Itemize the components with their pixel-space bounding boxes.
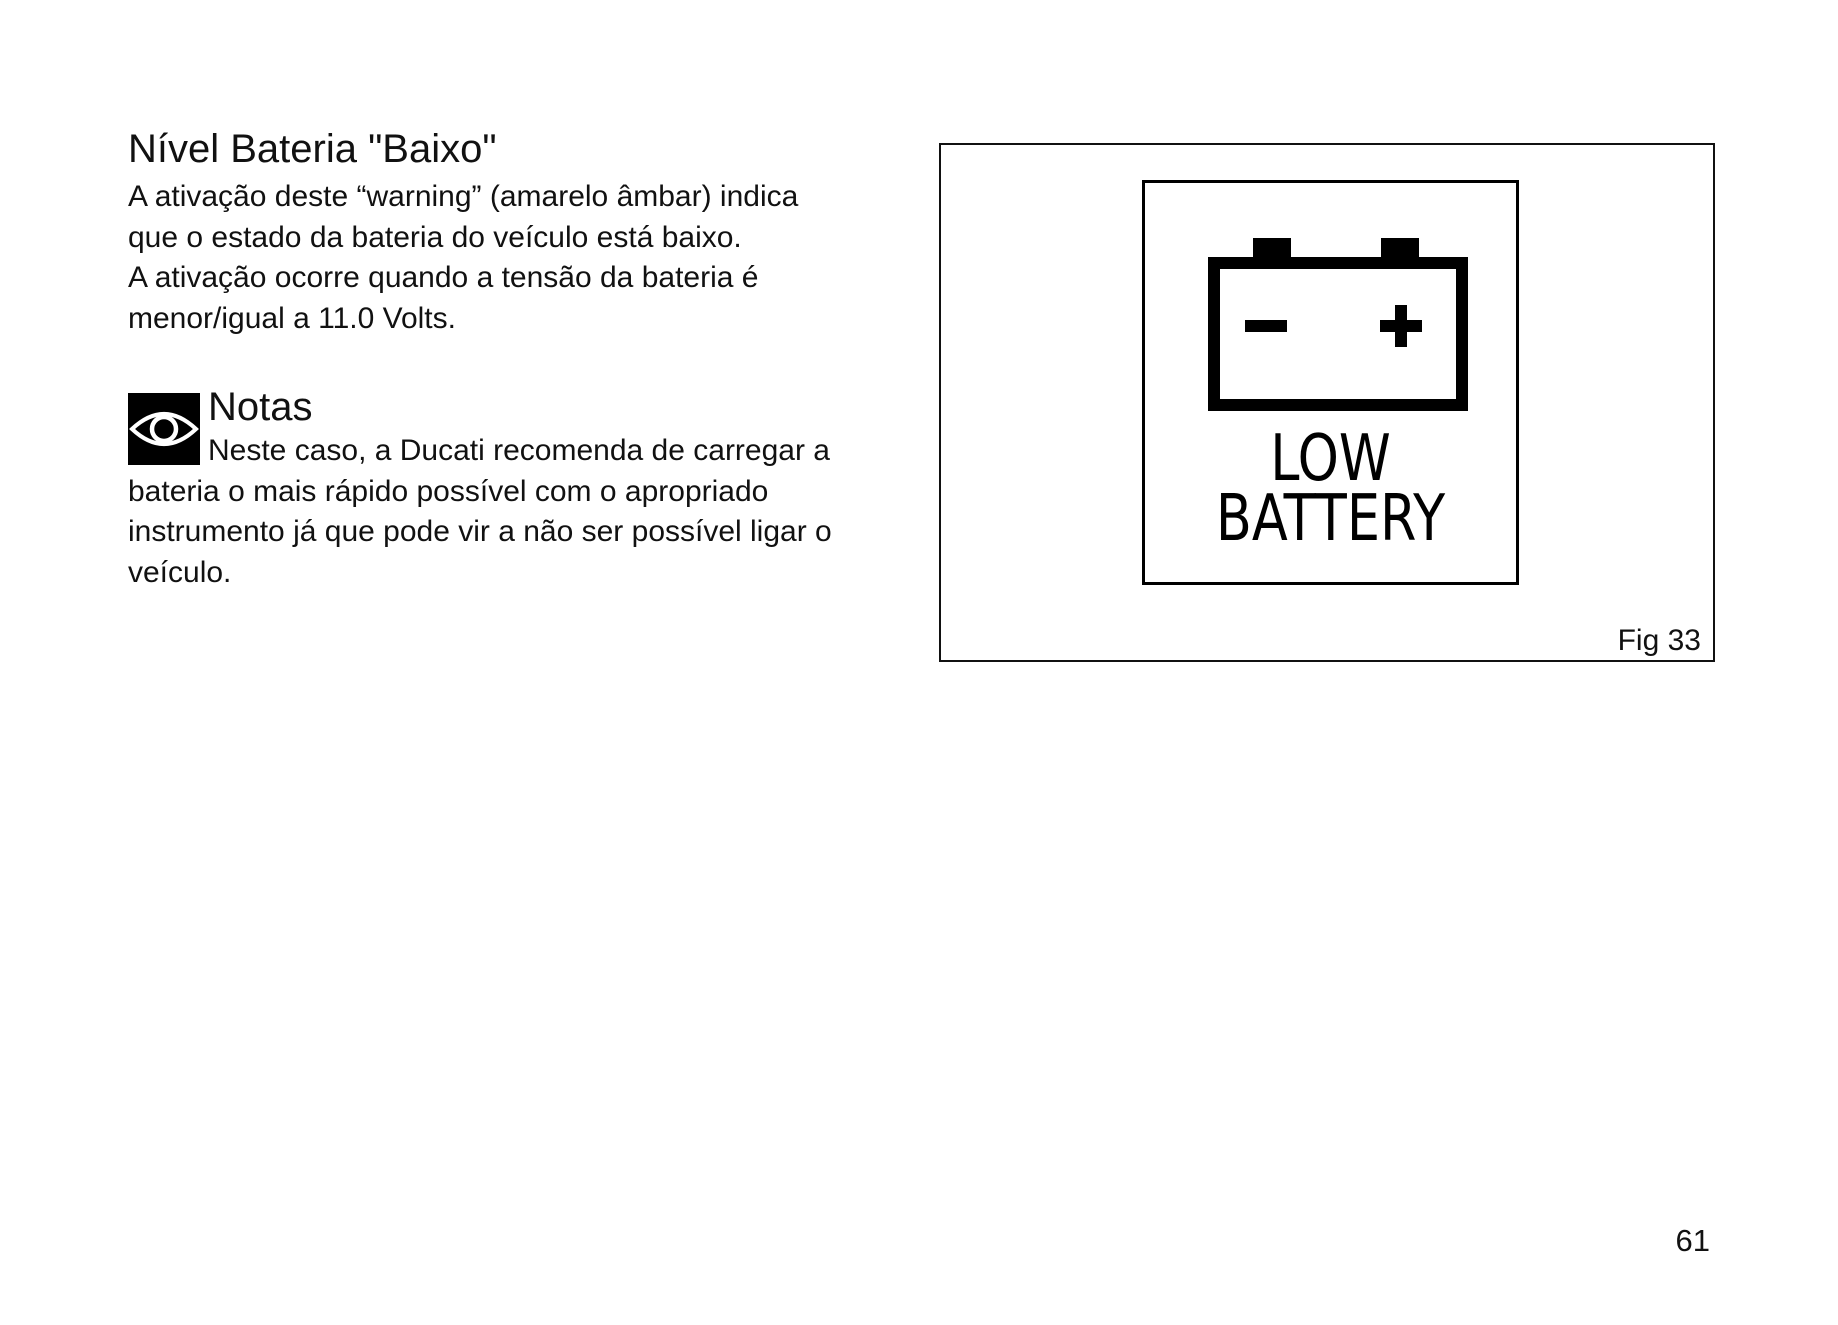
section-line: A ativação deste “warning” (amarelo âmbar) indica (128, 180, 799, 213)
low-battery-label-line2: BATTERY (1215, 482, 1446, 556)
note-line: veículo. (128, 555, 232, 589)
battery-icon (1208, 238, 1468, 413)
low-battery-warning-box (1142, 180, 1519, 585)
figure-caption: Fig 33 (1617, 624, 1701, 657)
section-line: A ativação ocorre quando a tensão da bateria é (128, 261, 759, 294)
section-line: menor/igual a 11.0 Volts. (128, 301, 456, 335)
note-title: Notas (208, 385, 313, 429)
section-title: Nível Bateria "Baixo" (128, 127, 497, 171)
figure-frame (939, 143, 1715, 662)
page-number: 61 (1675, 1223, 1710, 1258)
note-line: bateria o mais rápido possível com o apropriado (128, 474, 769, 508)
eye-icon (128, 393, 200, 465)
note-block (128, 383, 918, 593)
text-column (128, 125, 918, 593)
low-battery-label-line1: LOW (1270, 422, 1391, 496)
section-line: que o estado da bateria do veículo está baixo. (128, 220, 742, 254)
note-line: instrumento já que pode vir a não ser possível ligar o (128, 515, 832, 548)
note-line: Neste caso, a Ducati recomenda de carregar a (208, 434, 830, 467)
